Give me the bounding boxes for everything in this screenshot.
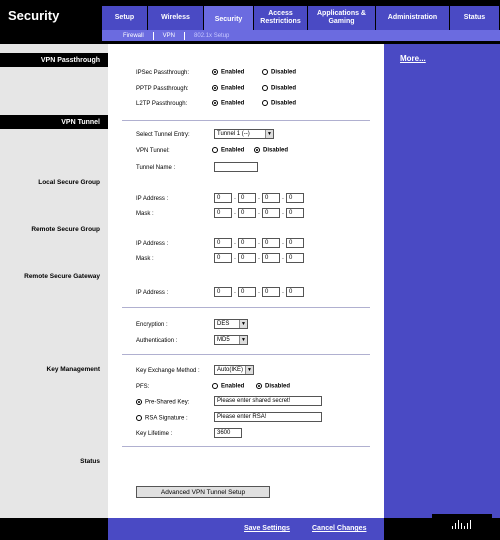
local-mask-octet-3[interactable]: 0 [262,208,280,218]
octet-separator: . [282,239,284,246]
radio-icon [256,383,262,389]
octet-separator: . [258,209,260,216]
tunnel-entry-select[interactable] [214,129,274,139]
select-tunnel-label: Select Tunnel Entry: [136,132,190,138]
octet-separator: . [282,288,284,295]
option-label: Enabled [221,100,245,107]
octet-separator: . [234,254,236,261]
tab-administration[interactable]: Administration [376,6,450,30]
option-label: Enabled [221,85,245,92]
ipsec-label: IPSec Passthrough: [136,70,190,76]
octet-separator: . [282,209,284,216]
local-mask-label: Mask : [136,211,154,217]
tab-setup[interactable]: Setup [102,6,148,30]
vpn-tunnel-enabled-option[interactable] [212,147,244,154]
divider [122,354,370,355]
subtab-vpn[interactable]: VPN [154,32,185,40]
local-ip-octet-1[interactable]: 0 [214,193,232,203]
local-ip-label: IP Address : [136,196,169,202]
option-label: Disabled [263,147,289,154]
divider [122,446,370,447]
divider [122,120,370,121]
pptp-label: PPTP Passthrough: [136,86,189,92]
gateway-ip-label: IP Address : [136,290,169,296]
tab-access-restrictions[interactable]: Access Restrictions [254,6,308,30]
footer-buttons [108,518,384,540]
tunnel-name-input[interactable] [214,162,258,172]
radio-icon [212,85,218,91]
select-value: Tunnel 1 (--) [217,131,250,137]
radio-icon [212,383,218,389]
radio-icon [254,147,260,153]
more-link[interactable]: More... [400,54,426,63]
option-label: Disabled [265,383,291,390]
cancel-changes-button[interactable]: Cancel Changes [312,525,367,532]
rsa-label: RSA Signature : [145,415,188,422]
label-local-secure-group: Local Secure Group [38,179,100,186]
option-label: Enabled [221,383,245,390]
chevron-down-icon: ▼ [245,366,253,374]
radio-icon [262,69,268,75]
remote-ip-octet-4[interactable]: 0 [286,238,304,248]
right-column [384,44,500,518]
l2tp-enabled-option[interactable] [212,100,244,107]
octet-separator: . [234,209,236,216]
gateway-ip-octet-4[interactable]: 0 [286,287,304,297]
key-lifetime-input[interactable]: 3600 [214,428,242,438]
tab-security[interactable]: Security [204,6,254,34]
tab-wireless[interactable]: Wireless [148,6,204,30]
radio-icon [262,85,268,91]
remote-mask-octet-3[interactable]: 0 [262,253,280,263]
authentication-select[interactable] [214,335,248,345]
radio-icon [136,415,142,421]
pfs-enabled-option[interactable] [212,383,244,390]
octet-separator: . [258,239,260,246]
label-remote-secure-group: Remote Secure Group [31,226,100,233]
ipsec-disabled-option[interactable] [262,69,296,76]
l2tp-disabled-option[interactable] [262,100,296,107]
pfs-label: PFS: [136,384,150,390]
option-label: Enabled [221,69,245,76]
select-value: Auto(IKE) [217,367,244,373]
subtab-firewall[interactable]: Firewall [114,32,154,40]
tab-applications-gaming[interactable]: Applications & Gaming [308,6,376,30]
octet-separator: . [234,194,236,201]
select-value: DES [217,321,230,327]
chevron-down-icon: ▼ [239,320,247,328]
left-column [0,44,108,518]
main-tabs [102,6,500,30]
encryption-select[interactable] [214,319,248,329]
rsa-option[interactable] [136,415,188,422]
octet-separator: . [258,194,260,201]
key-exchange-label: Key Exchange Method : [136,368,200,374]
save-settings-button[interactable]: Save Settings [244,525,290,532]
label-remote-secure-gateway: Remote Secure Gateway [24,273,100,280]
remote-ip-octet-3[interactable]: 0 [262,238,280,248]
rsa-input[interactable]: Please enter RSA! [214,412,322,422]
section-vpn-passthrough: VPN Passthrough [0,53,108,67]
ipsec-enabled-option[interactable] [212,69,244,76]
vpn-tunnel-disabled-option[interactable] [254,147,288,154]
label-status: Status [80,458,100,465]
octet-separator: . [234,239,236,246]
pptp-disabled-option[interactable] [262,85,296,92]
gateway-ip-octet-2[interactable]: 0 [238,287,256,297]
main-content [108,44,384,518]
subtab-8021x[interactable]: 802.1x Setup [194,32,230,39]
chevron-down-icon: ▼ [239,336,247,344]
radio-icon [212,100,218,106]
radio-icon [212,69,218,75]
top-bar [0,0,500,44]
remote-ip-octet-2[interactable]: 0 [238,238,256,248]
encryption-label: Encryption : [136,322,168,328]
psk-input[interactable]: Please enter shared secret! [214,396,322,406]
psk-label: Pre-Shared Key: [145,399,190,406]
cisco-logo-icon [432,514,492,536]
octet-separator: . [282,194,284,201]
remote-ip-label: IP Address : [136,241,169,247]
key-exchange-select[interactable] [214,365,254,375]
option-label: Enabled [221,147,245,154]
remote-mask-octet-1[interactable]: 0 [214,253,232,263]
tab-status[interactable]: Status [450,6,500,30]
gateway-ip-octet-1[interactable]: 0 [214,287,232,297]
remote-mask-octet-4[interactable]: 0 [286,253,304,263]
radio-icon [262,100,268,106]
sub-tabs [102,30,500,41]
option-label: Disabled [271,100,297,107]
cisco-logo [432,514,492,536]
select-value: MD5 [217,337,230,343]
advanced-vpn-setup-button[interactable]: Advanced VPN Tunnel Setup [136,486,270,498]
label-key-management: Key Management [46,366,100,373]
local-mask-octet-1[interactable]: 0 [214,208,232,218]
key-lifetime-label: Key Lifetime : [136,431,173,437]
tunnel-name-label: Tunnel Name : [136,165,176,171]
remote-ip-octet-1[interactable]: 0 [214,238,232,248]
octet-separator: . [258,288,260,295]
radio-icon [212,147,218,153]
octet-separator: . [282,254,284,261]
pfs-disabled-option[interactable] [256,383,290,390]
option-label: Disabled [271,69,297,76]
option-label: Disabled [271,85,297,92]
page-title: Security [8,8,60,23]
local-ip-octet-2[interactable]: 0 [238,193,256,203]
pptp-enabled-option[interactable] [212,85,244,92]
psk-option[interactable] [136,399,189,406]
local-ip-octet-4[interactable]: 0 [286,193,304,203]
octet-separator: . [234,288,236,295]
local-mask-octet-2[interactable]: 0 [238,208,256,218]
radio-icon [136,399,142,405]
local-mask-octet-4[interactable]: 0 [286,208,304,218]
authentication-label: Authentication : [136,338,178,344]
chevron-down-icon: ▼ [265,130,273,138]
l2tp-label: L2TP Passthrough: [136,101,188,107]
vpn-tunnel-label: VPN Tunnel: [136,148,170,154]
divider [122,307,370,308]
gateway-ip-octet-3[interactable]: 0 [262,287,280,297]
section-vpn-tunnel: VPN Tunnel [0,115,108,129]
octet-separator: . [258,254,260,261]
remote-mask-octet-2[interactable]: 0 [238,253,256,263]
remote-mask-label: Mask : [136,256,154,262]
local-ip-octet-3[interactable]: 0 [262,193,280,203]
